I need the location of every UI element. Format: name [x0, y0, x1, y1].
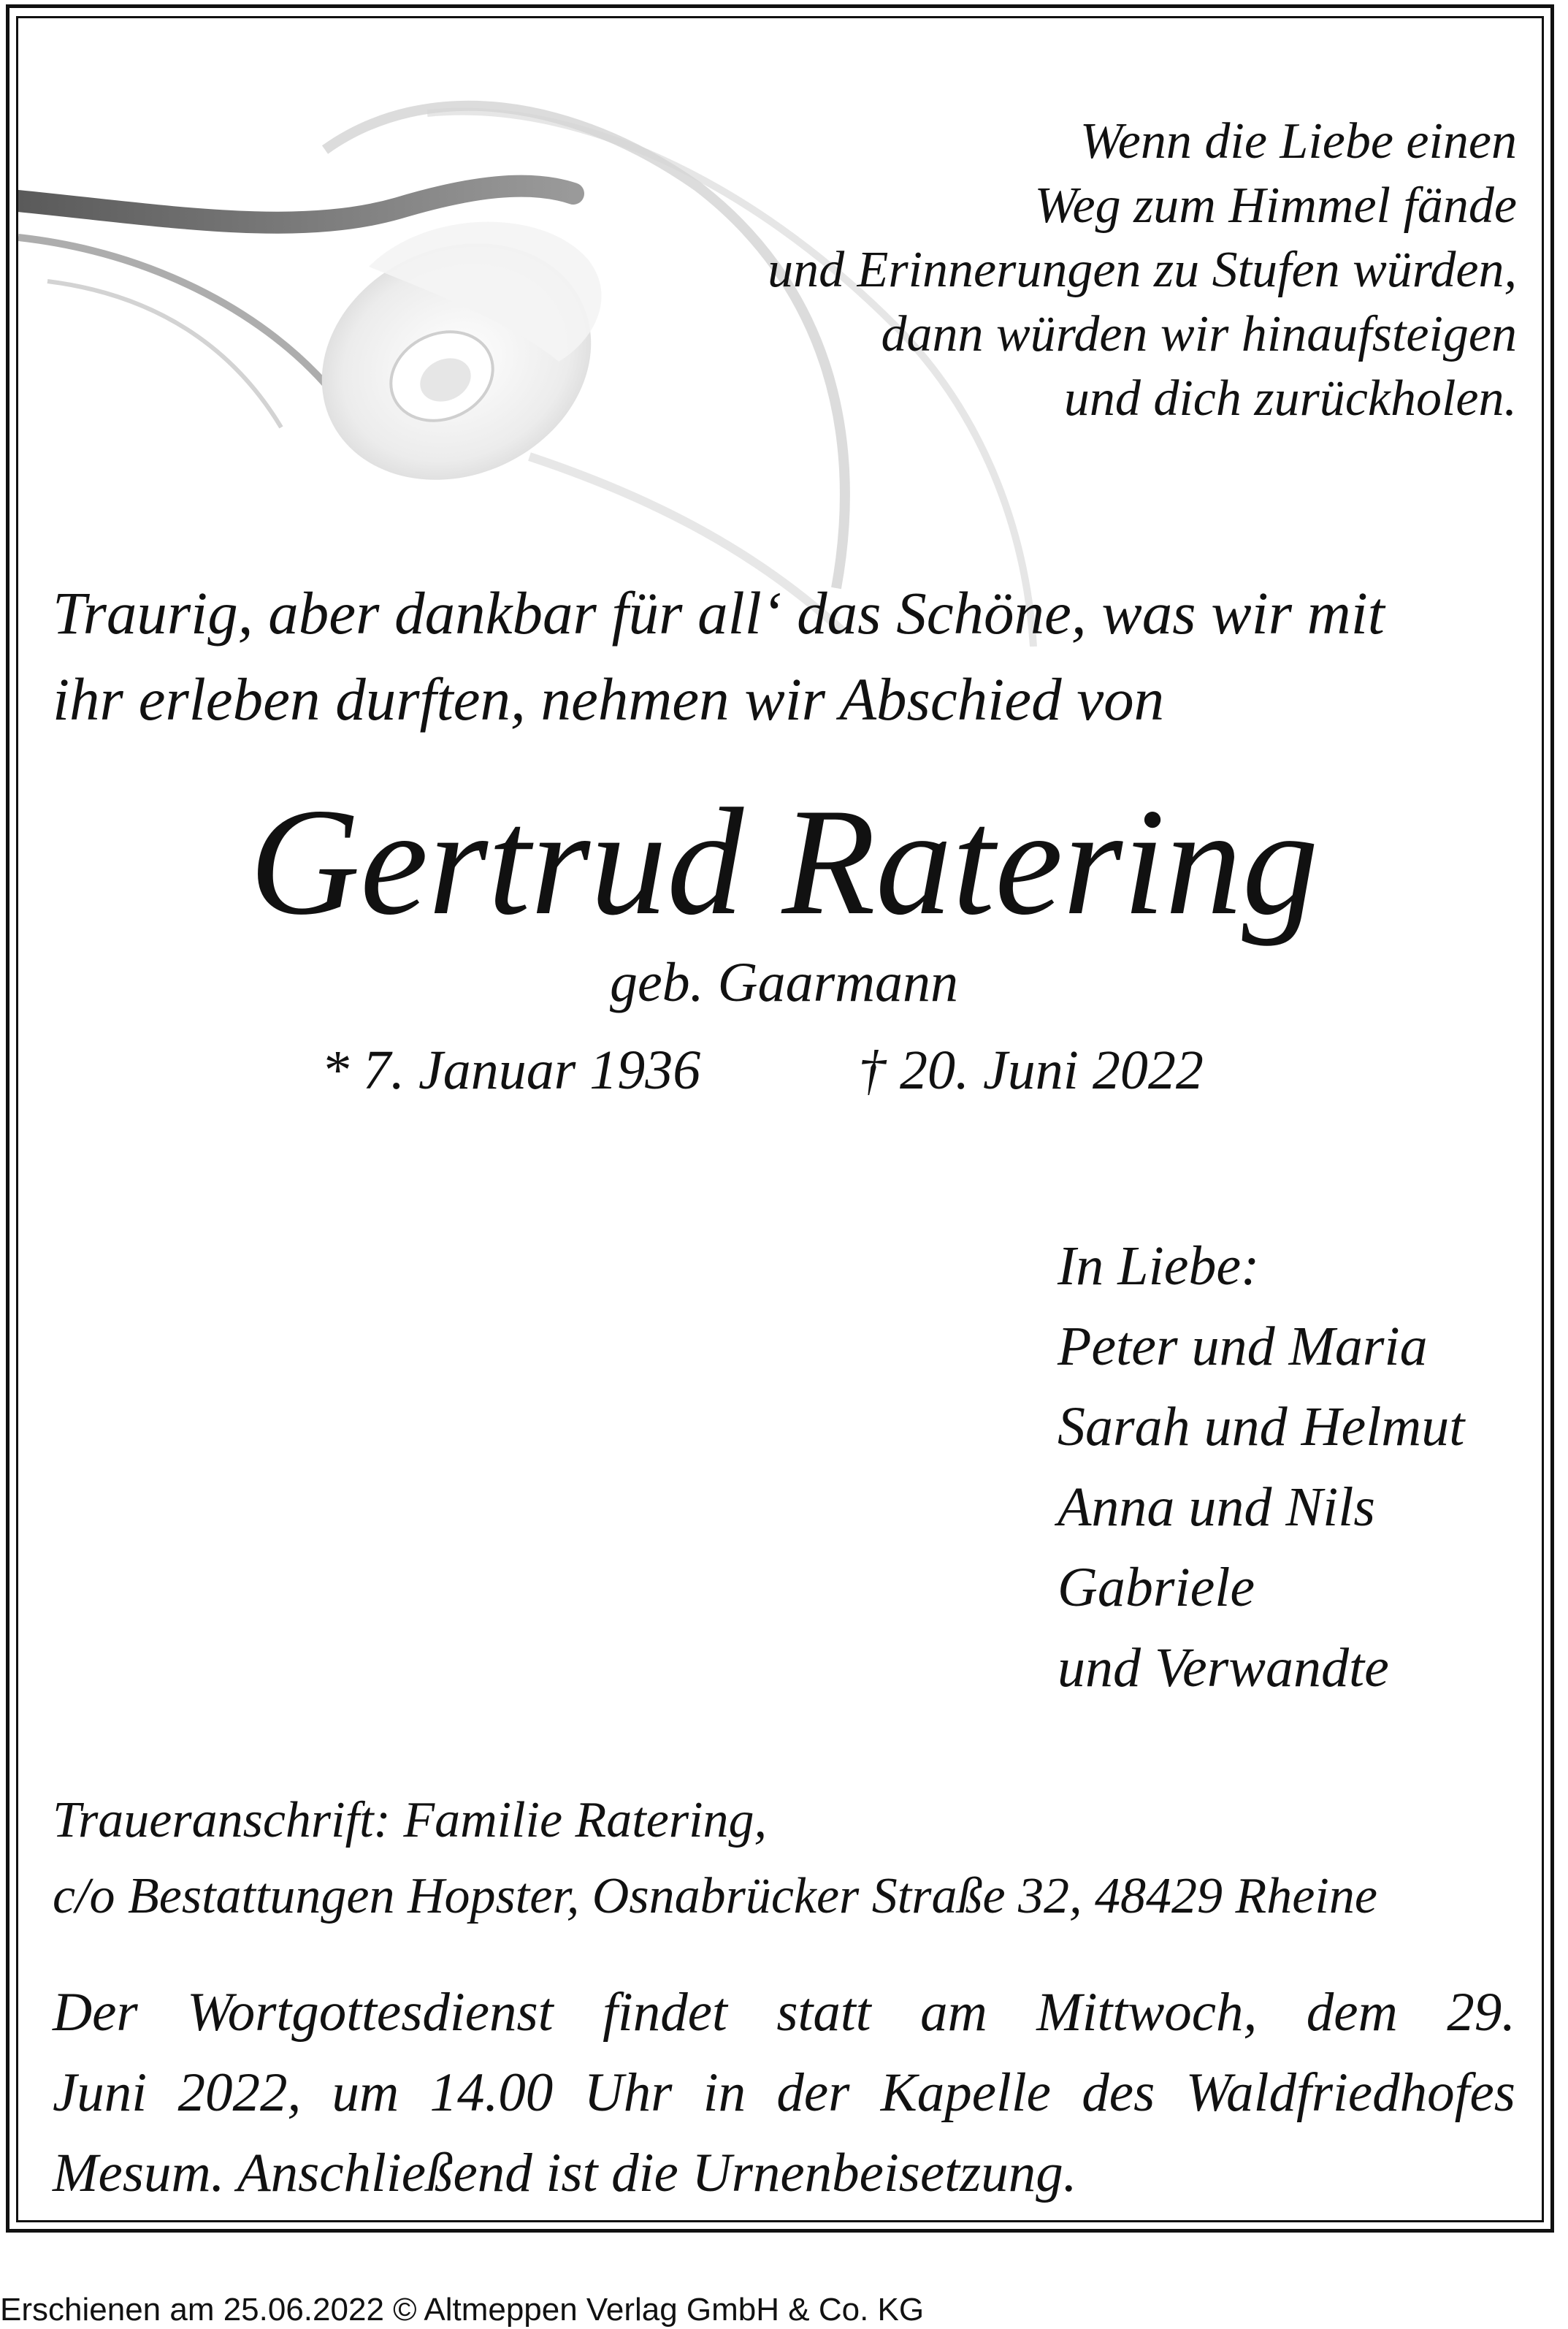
service-info: [53, 1972, 1515, 2214]
address-line: c/o Bestattungen Hopster, Osnabrücker Straße 32, 48429 Rheine: [53, 1868, 1377, 1924]
poem-line: Weg zum Himmel fände: [1034, 178, 1517, 234]
family-member: Peter und Maria: [1058, 1316, 1428, 1377]
address-line: Traueranschrift: Familie Ratering,: [53, 1792, 768, 1848]
family-member: Sarah und Helmut: [1058, 1396, 1465, 1457]
service-line: Juni 2022, um 14.00 Uhr in der Kapelle des Waldfriedhofes: [53, 2062, 1515, 2123]
service-line: Der Wortgottesdienst findet statt am Mittwoch, dem 29.: [53, 1982, 1515, 2043]
family-member: und Verwandte: [1058, 1637, 1389, 1699]
service-line: Mesum. Anschließend ist die Urnenbeisetzung.: [53, 2143, 1077, 2203]
poem-line: dann würden wir hinaufsteigen: [881, 306, 1517, 362]
intro-line: ihr erleben durften, nehmen wir Abschied von: [53, 666, 1165, 733]
born-name: geb. Gaarmann: [609, 952, 959, 1013]
poem-line: Wenn die Liebe einen: [1079, 113, 1517, 169]
deceased-name: Gertrud Ratering: [249, 777, 1319, 947]
birth-date: * 7. Januar 1936: [321, 1040, 701, 1101]
death-date: † 20. Juni 2022: [858, 1040, 1204, 1101]
publication-footer: Erschienen am 25.06.2022 © Altmeppen Verlag GmbH & Co. KG: [0, 2292, 925, 2328]
intro-text: [53, 570, 1385, 742]
poem-line: und dich zurückholen.: [1063, 370, 1517, 427]
family-member: Anna und Nils: [1058, 1476, 1375, 1538]
family-list: [1058, 1226, 1464, 1708]
family-member: Gabriele: [1058, 1557, 1255, 1618]
intro-line: Traurig, aber dankbar für all‘ das Schöne, was wir mit: [53, 579, 1385, 647]
poem: [768, 110, 1517, 431]
poem-line: und Erinnerungen zu Stufen würden,: [768, 242, 1517, 298]
mourning-address: [53, 1783, 1377, 1935]
family-heading: In Liebe:: [1058, 1235, 1260, 1297]
